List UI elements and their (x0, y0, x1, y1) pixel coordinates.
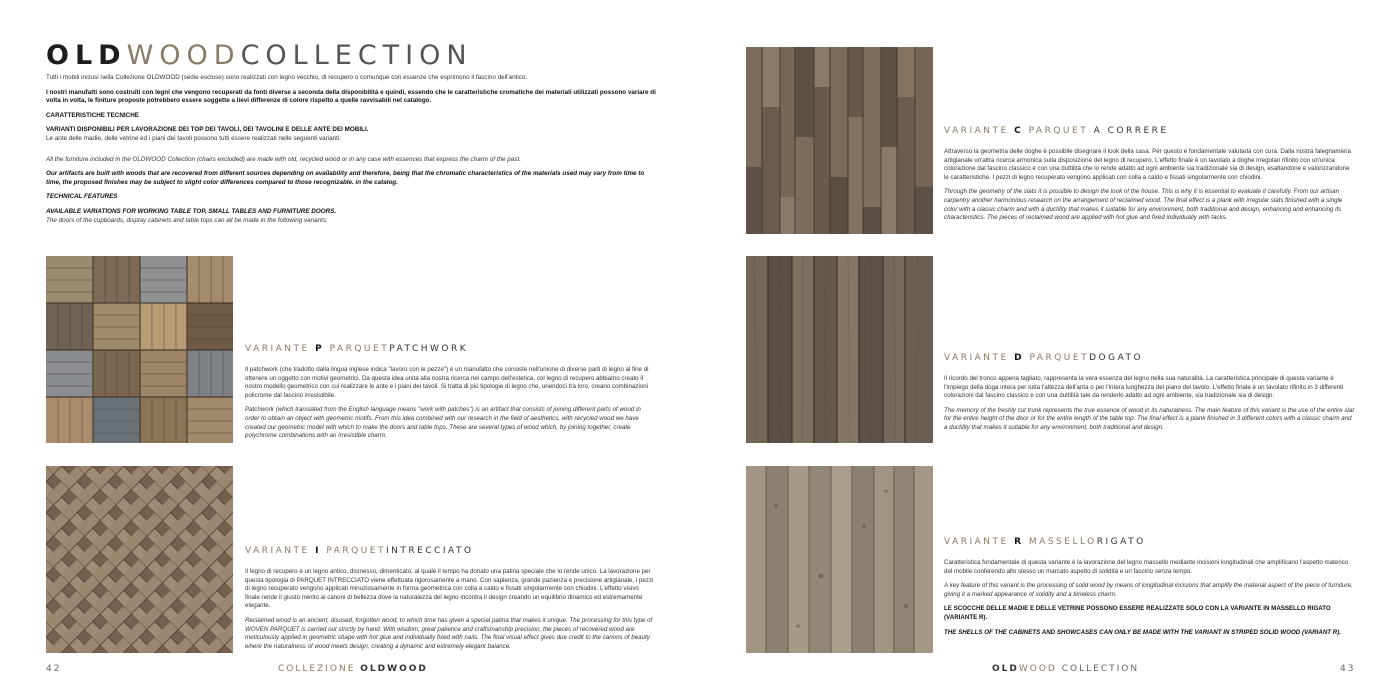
variant-p-name-a: PARQUET (329, 344, 390, 354)
variant-i-en: Reclaimed wood is an ancient, disused, forgotten wood, to which time has given a special patina that makes it unique. The processing for this type of WOVEN PARQUET is carried out strictly by hand. With wisdom, great patience and craftsmanship precision, the pieces of recovered wood are meticulously applied in geometric shape with hot glue and individually fixed with nails. The final visual effect gives due credit to the canons of beauty where the naturalness of wood meets design, creating a dynamic and extremely elegant balance. (245, 616, 653, 650)
wood-planks-photo (746, 47, 933, 234)
variant-r-heading (944, 537, 1146, 547)
footer-collection-right (992, 664, 1139, 674)
variant-c-name-b: A CORRERE (1093, 126, 1169, 136)
variant-i-it: Il legno di recupero è un legno antico, dismesso, dimenticato, al quale il tempo ha donato una patina speciale che lo rende unico. La lavorazione per questa tipologia di PARQUET INTRECCIATO viene effettuata rigorosamente a mano. Con sapienza, grande pazienza e precisione artigianale, i pezzi di legno recuperato vengono applicati minuziosamente in forma geometrica con colla a caldo e fissati singolarmente con chiodini. L'effetto visivo finale rende il giusto merito ai canoni di bellezza dove la naturalezza del legno incontra il design creando un equilibrio dinamico ed estremamente elegante. (245, 568, 654, 610)
variant-d-en: The memory of the freshly cut trunk represents the true essence of wood in its naturalness. The main feature of this variant is the use of the entire slat for the entire height of the door or for the entire length of the table top. The final effect is a plank finished in 3 different colors with a classic charm and a ductility that makes it suitable for any environment, both traditional and design. (944, 406, 1354, 431)
wood-woven-photo (46, 466, 233, 653)
intro-text (46, 74, 656, 231)
intro-p8: TECHNICAL FEATURES (46, 193, 118, 201)
variant-p-heading (245, 344, 468, 354)
variant-r-prefix: VARIANTE (944, 537, 1009, 547)
variant-i-name-a: PARQUET (326, 546, 386, 556)
variant-p-it: Il patchwork (che tradotto dalla lingua inglese indica "lavoro con le pezze") è un manufatto che consiste nell'unione di diverse parti di legno al fine di ottenere un oggetto con motivi geometrici. Da questa idea unita alla nostra ricerca nel campo dell'estetica, col legno di recupero abbiamo creato il nostro modello geometrico con cui realizzare le ante e i piani dei tavoli. Si tratta di più tipologie di legno che, unendoci tra loro, creano combinazioni policrome dal fascino irresistibile. (245, 366, 649, 399)
variant-p-name-b: PATCHWORK (389, 344, 469, 354)
footer-collection-left (278, 664, 428, 674)
intro-p10: The doors of the cupboards, display cabinets and table tops can all be made in the following variants: (46, 216, 328, 224)
variant-c-letter: C (1014, 126, 1024, 136)
variant-d-text (944, 375, 1354, 439)
footer-right-old: OLD (992, 664, 1019, 674)
variant-c-en: Through the geometry of the slats it is possible to design the look of the house. This is why it is essential to evaluate it carefully. From our artisan carpentry another harmonious research on the arrangement of reclaimed wood. The final effect is a plank with irregular slats finished with a single color with a classic charm and with a ductility that makes it suitable for any environment, both traditional and design, enhancing and enhancing its characteristics. The pieces of reclaimed wood are applied with hot glue and fixed individually with tacks. (944, 188, 1343, 222)
variant-d-letter: D (1014, 353, 1025, 363)
variant-p-letter: P (315, 344, 325, 354)
footer-left-c1: COLLEZIONE (278, 664, 356, 674)
wood-striped-photo (746, 466, 933, 653)
intro-p7: Our artifacts are built with woods that are recovered from different sources depending on availability and therefore, being that the chromatic characteristics of the materials used may vary from time to time, the proposed finishes may be subject to slight color differences compared to those recognizable. in the catalog. (46, 170, 645, 186)
variant-r-name-a: MASSELLO (1028, 537, 1097, 547)
wood-slats-photo (746, 256, 933, 443)
variant-d-prefix: VARIANTE (944, 353, 1009, 363)
variant-i-prefix: VARIANTE (245, 546, 310, 556)
variant-c-text (944, 148, 1354, 229)
footer-left-c2: OLDWOOD (360, 664, 428, 674)
footer-page-number-left: 42 (46, 664, 62, 674)
variant-d-name-b: DOGATO (1089, 353, 1144, 363)
variant-p-text (245, 366, 655, 447)
variant-d-name-a: PARQUET (1029, 353, 1090, 363)
variant-c-heading (944, 126, 1169, 136)
variant-i-text (245, 568, 655, 657)
variant-r-en: A key feature of this variant is the processing of solid wood by means of longitudinal incisions that amplify the material aspect of the piece of furniture, giving it a marked appearance of solidity and a timeless charm. (944, 582, 1353, 598)
intro-p3: CARATTERISTICHE TECNICHE (46, 111, 139, 119)
intro-p6: All the furniture included in the OLDWOOD Collection (chairs excluded) are made with old, recycled wood or in any case with essences that express the charm of the past. (46, 155, 521, 163)
variant-i-name-b: INTRECCIATO (385, 546, 474, 556)
variant-r-letter: R (1014, 537, 1024, 547)
variant-r-text (944, 559, 1354, 643)
footer-page-number-right: 43 (1340, 664, 1356, 674)
title-wood: WOOD (126, 40, 241, 71)
variant-c-prefix: VARIANTE (944, 126, 1009, 136)
variant-p-prefix: VARIANTE (245, 344, 310, 354)
variant-r-name-b: RIGATO (1096, 537, 1146, 547)
variant-c-it: Attraverso la geometria delle doghe è possibile disegnare il look della casa. Per questo è fondamentale valutarla con cura. Dalla nostra falegnameria artigianale un'altra ricerca armonica sulla disposizione del legno di recupero. L'effetto finale è un tavolato a doghe irregolari rifinito con un'unica colorazione dal fascino classico e con una duttilità che lo rende adatto ad ogni ambiente sia tradizionale sia di design, esaltandone e valorizzandone le caratteristiche. I pezzi di legno recuperato vengono applicati con colla a caldo e fissati singolarmente con chiodini. (944, 148, 1351, 181)
intro-p9: AVAILABLE VARIATIONS FOR WORKING TABLE TOP, SMALL TABLES AND FURNITURE DOORS. (46, 207, 337, 215)
intro-p1: Tutti i mobili inclusi nella Collezione OLDWOOD (sedie escluse) sono realizzati con legno vecchio, di recupero o comunque con essenze che esprimono il fascino dell'antico. (46, 74, 528, 81)
collection-title (46, 40, 473, 71)
variant-c-name-a: PARQUET (1028, 126, 1089, 136)
footer-right-collection: COLLECTION (1061, 664, 1140, 674)
variant-p-en: Patchwork (which translated from the English language means "work with patches") is an artifact that consists of joining different parts of wood in order to obtain an object with geometric motifs. From this idea combined with our research in the field of aesthetics, with recycled wood we have created our geometric model with which to make the doors and table tops. These are several types of wood which, by joining together, create polychrome combinations with an irresistible charm. (245, 406, 641, 440)
variant-r-it: Caratteristica fondamentale di questa variante è la lavorazione del legno massello mediante incisioni longitudinali che amplificano l'aspetto materico del mobile conferendo allo stesso un marcato aspetto di solidità e un fascino senza tempo. (944, 559, 1349, 575)
intro-p5: Le ante delle madie, delle vetrine ed i piani dei tavoli possono tutti essere realizzati nelle seguenti varianti: (46, 134, 342, 142)
intro-p4: VARIANTI DISPONIBILI PER LAVORAZIONE DEI TOP DEI TAVOLI, DEI TAVOLINI E DELLE ANTE DEI MOBILI. (46, 126, 369, 134)
title-collection: COLLECTION (240, 40, 473, 71)
variant-i-heading (245, 546, 474, 556)
variant-r-note-it: LE SCOCCHE DELLE MADIE E DELLE VETRINE POSSONO ESSERE REALIZZATE SOLO CON LA VARIANTE IN MASSELLO RIGATO (VARIANTE R). (944, 605, 1331, 621)
right-page (700, 0, 1399, 700)
title-old: OLD (46, 40, 127, 71)
variant-d-heading (944, 353, 1143, 363)
variant-r-note-en: THE SHELLS OF THE CABINETS AND SHOWCASES CAN ONLY BE MADE WITH THE VARIANT IN STRIPED SOLID WOOD (VARIANT R). (944, 628, 1342, 636)
wood-patchwork-photo (46, 256, 233, 443)
variant-i-letter: I (315, 546, 321, 556)
variant-d-it: Il ricordo del tronco appena tagliato, rappresenta la vera essenza del legno nella sua naturalità. La caratteristica principale di questa variante è l'impiego della doga intera per tutta l'altezza dell'anta o per l'intera lunghezza del piano del tavolo. L'effetto finale è un tavolato rifinito in 3 differenti colorazioni dal fascino classico e con una duttilità tale da renderlo adatto ad ogni ambiente, sia tradizionale sia di design. (944, 375, 1344, 400)
intro-p2: I nostri manufatti sono costruiti con legni che vengono recuperati da fonti diverse a seconda della disponibilità e quindi, essendo che le caratteristiche cromatiche dei materiali utilizzati possono variare di volta in volta, le finiture proposte potrebbero essere soggette a lievi differenze di colore rispetto a quelle ravvisabili nel catalogo. (46, 88, 656, 105)
footer-right-wood: WOOD (1018, 664, 1057, 674)
